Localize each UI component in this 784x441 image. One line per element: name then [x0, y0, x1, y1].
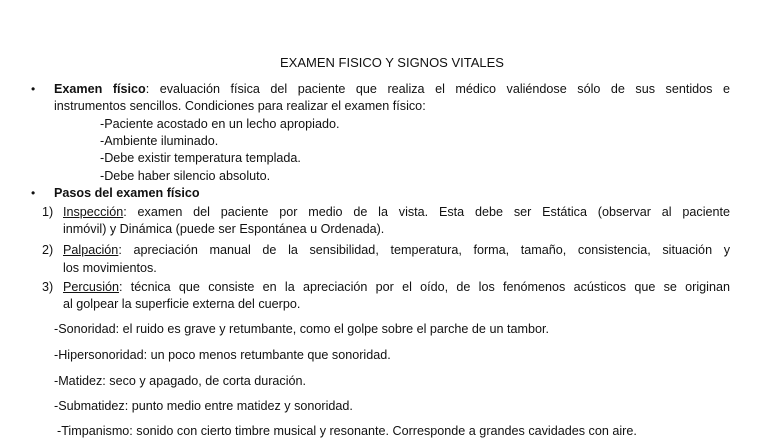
step-term: Percusión — [63, 280, 120, 294]
pasos-heading-text: Pasos del examen físico — [54, 186, 200, 200]
sound-type-item: -Matidez: seco y apagado, de corta duración. — [54, 374, 307, 388]
condition-item: -Debe existir temperatura templada. — [100, 151, 301, 165]
sound-type-item: -Sonoridad: el ruido es grave y retumbante, como el golpe sobre el parche de un tambor. — [54, 322, 549, 336]
step-number: 3) — [42, 280, 54, 294]
bullet-marker: • — [31, 186, 36, 200]
examen-line-1 — [54, 81, 730, 98]
step-number: 1) — [42, 205, 54, 219]
step-definition-start: : apreciación manual de la sensibilidad, temperatura, forma, tamaño, consistencia, situación y — [118, 243, 730, 257]
examen-line-2: instrumentos sencillos. Condiciones para realizar el examen físico: — [54, 99, 426, 113]
sound-type-item: -Hipersonoridad: un poco menos retumbante que sonoridad. — [54, 348, 391, 362]
step-line-2: inmóvil) y Dinámica (puede ser Espontánea u Ordenada). — [63, 222, 385, 236]
examen-term: Examen físico — [54, 82, 146, 96]
step-line-1 — [63, 204, 730, 221]
sound-type-item: -Timpanismo: sonido con cierto timbre musical y resonante. Corresponde a grandes cavidades con aire. — [57, 424, 637, 438]
step-line-1 — [63, 242, 730, 259]
step-term: Inspección — [63, 205, 124, 219]
step-line-1 — [63, 279, 730, 296]
document-title: EXAMEN FISICO Y SIGNOS VITALES — [280, 55, 504, 70]
step-definition-start: : examen del paciente por medio de la vista. Esta debe ser Estática (observar al paciente — [123, 205, 730, 219]
examen-definition-start: : evaluación física del paciente que realiza el médico valiéndose sólo de sus sentidos e — [145, 82, 730, 96]
sound-type-item: -Submatidez: punto medio entre matidez y sonoridad. — [54, 399, 353, 413]
condition-item: -Paciente acostado en un lecho apropiado. — [100, 117, 340, 131]
step-line-2: al golpear la superficie externa del cuerpo. — [63, 297, 301, 311]
pasos-heading — [54, 185, 200, 202]
bullet-marker: • — [31, 82, 36, 96]
step-number: 2) — [42, 243, 54, 257]
step-definition-start: : técnica que consiste en la apreciación por el oído, de los fenómenos acústicos que se originan — [119, 280, 730, 294]
condition-item: -Debe haber silencio absoluto. — [100, 169, 271, 183]
condition-item: -Ambiente iluminado. — [100, 134, 219, 148]
step-line-2: los movimientos. — [63, 261, 157, 275]
step-term: Palpación — [63, 243, 119, 257]
